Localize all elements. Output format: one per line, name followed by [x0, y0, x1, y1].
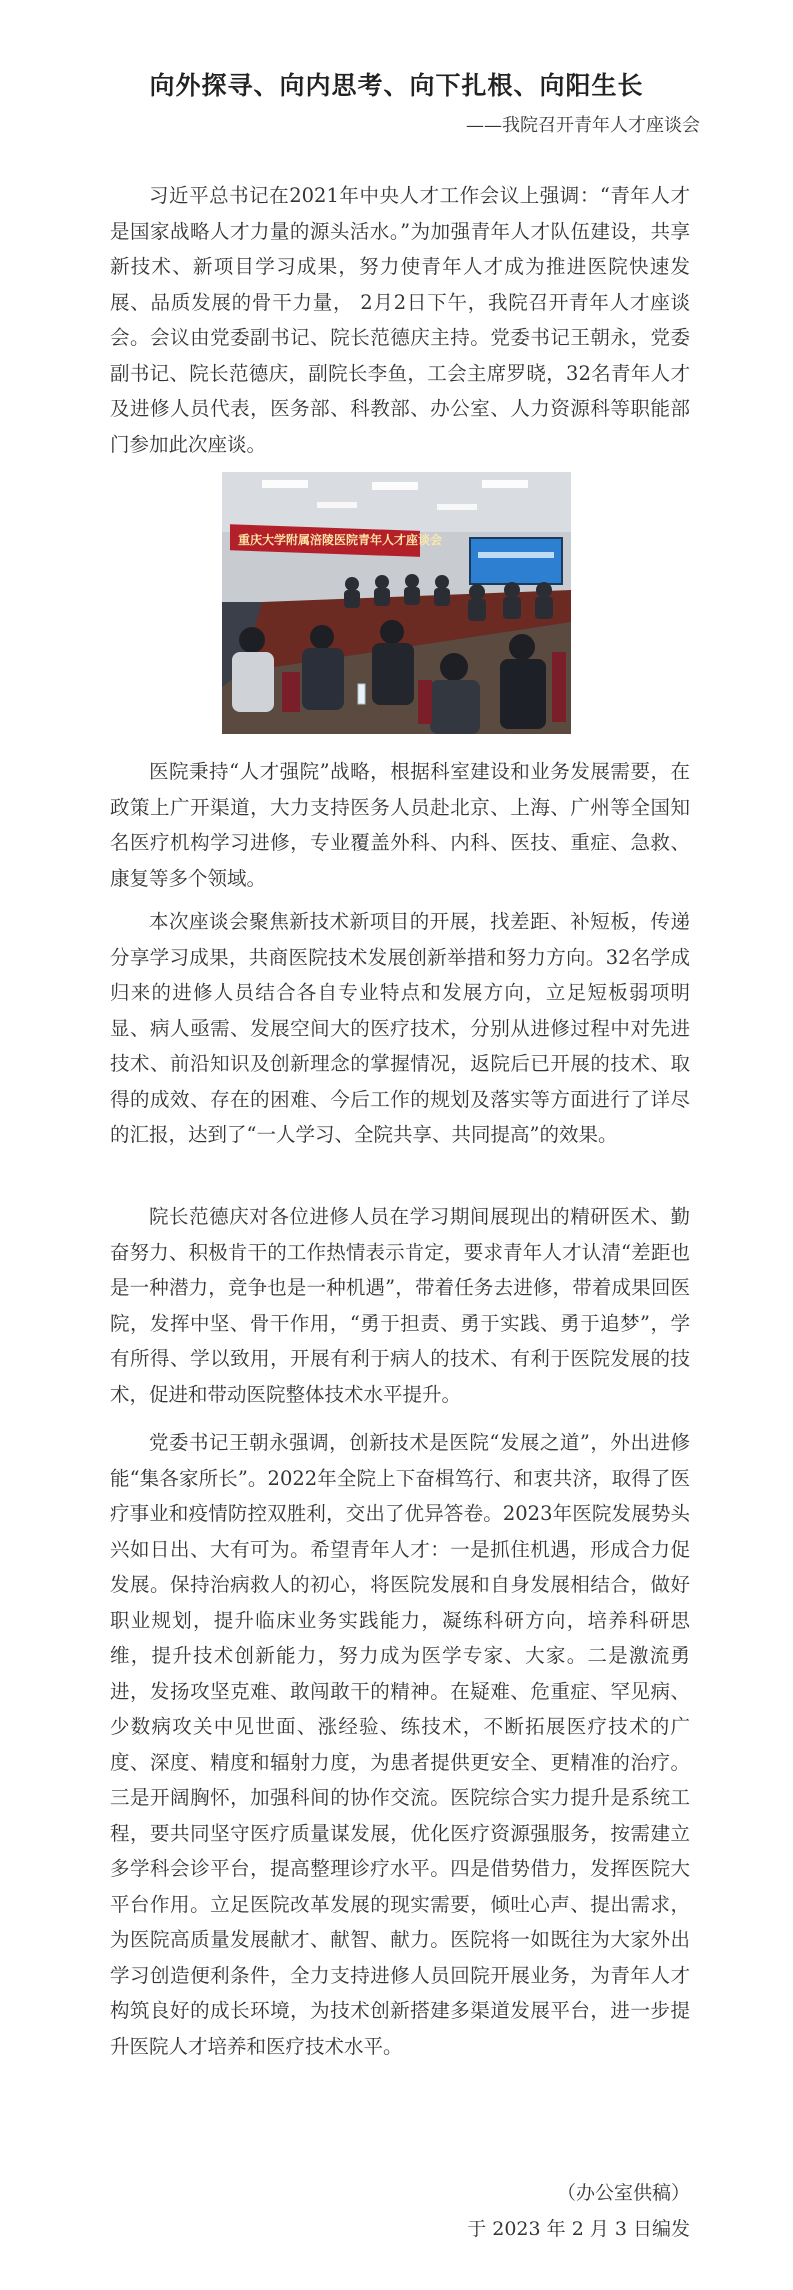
publish-date: 于 2023 年 2 月 3 日编发: [467, 2218, 690, 2240]
paragraph-2: 医院秉持“人才强院”战略，根据科室建设和业务发展需要，在政策上广开渠道，大力支持医务人员赴北京、上海、广州等全国知名医疗机构学习进修，专业覆盖外科、内科、医技、重症、急救、康复等多个领域。: [110, 760, 690, 890]
source-credit: （办公室供稿）: [556, 2182, 690, 2204]
article-subtitle: ——我院召开青年人才座谈会: [466, 115, 700, 136]
paragraph-3: 本次座谈会聚焦新技术新项目的开展，找差距、补短板，传递分享学习成果，共商医院技术发展创新举措和努力方向。32名学成归来的进修人员结合各自专业特点和发展方向，立足短板弱项明显、病人亟需、发展空间大的医疗技术，分别从进修过程中对先进技术、前沿知识及创新理念的掌握情况，返院后已开展的技术、取得的成效、存在的困难、今后工作的规划及落实等方面进行了详尽的汇报，达到了“一人学习、全院共享、共同提高”的效果。: [110, 910, 690, 1146]
banner-text: 重庆大学附属涪陵医院青年人才座谈会: [238, 533, 443, 547]
article-title: 向外探寻、向内思考、向下扎根、向阳生长: [149, 71, 644, 100]
meeting-photo: [222, 472, 571, 734]
paragraph-1: 习近平总书记在2021年中央人才工作会议上强调：“青年人才是国家战略人才力量的源头活水。”为加强青年人才队伍建设，共享新技术、新项目学习成果，努力使青年人才成为推进医院快速发展、品质发展的骨干力量， 2月2日下午，我院召开青年人才座谈会。会议由党委副书记、院长范德庆主持。党委书记王朝永，党委副书记、院长范德庆，副院长李鱼，工会主席罗晓，32名青年人才及进修人员代表，医务部、科教部、办公室、人力资源科等职能部门参加此次座谈。: [110, 184, 690, 456]
paragraph-5: 党委书记王朝永强调，创新技术是医院“发展之道”，外出进修能“集各家所长”。2022年全院上下奋楫笃行、和衷共济，取得了医疗事业和疫情防控双胜利，交出了优异答卷。2023年医院发展势头兴如日出、大有可为。希望青年人才：一是抓住机遇，形成合力促发展。保持治病救人的初心，将医院发展和自身发展相结合，做好职业规划，提升临床业务实践能力，凝练科研方向，培养科研思维，提升技术创新能力，努力成为医学专家、大家。二是激流勇进，发扬攻坚克难、敢闯敢干的精神。在疑难、危重症、罕见病、少数病攻关中见世面、涨经验、练技术，不断拓展医疗技术的广度、深度、精度和辐射力度，为患者提供更安全、更精准的治疗。三是开阔胸怀，加强科间的协作交流。医院综合实力提升是系统工程，要共同坚守医疗质量谋发展，优化医疗资源强服务，按需建立多学科会诊平台，提高整理诊疗水平。四是借势借力，发挥医院大平台作用。立足医院改革发展的现实需要，倾吐心声、提出需求，为医院高质量发展献才、献智、献力。医院将一如既往为大家外出学习创造便利条件，全力支持进修人员回院开展业务，为青年人才构筑良好的成长环境，为技术创新搭建多渠道发展平台，进一步提升医院人才培养和医疗技术水平。: [110, 1431, 690, 2058]
paragraph-4: 院长范德庆对各位进修人员在学习期间展现出的精研医术、勤奋努力、积极肯干的工作热情表示肯定，要求青年人才认清“差距也是一种潜力，竞争也是一种机遇”，带着任务去进修，带着成果回医院，发挥中坚、骨干作用，“勇于担责、勇于实践、勇于追梦”，学有所得、学以致用，开展有利于病人的技术、有利于医院发展的技术，促进和带动医院整体技术水平提升。: [110, 1205, 690, 1406]
meeting-photo-image: [222, 472, 571, 734]
